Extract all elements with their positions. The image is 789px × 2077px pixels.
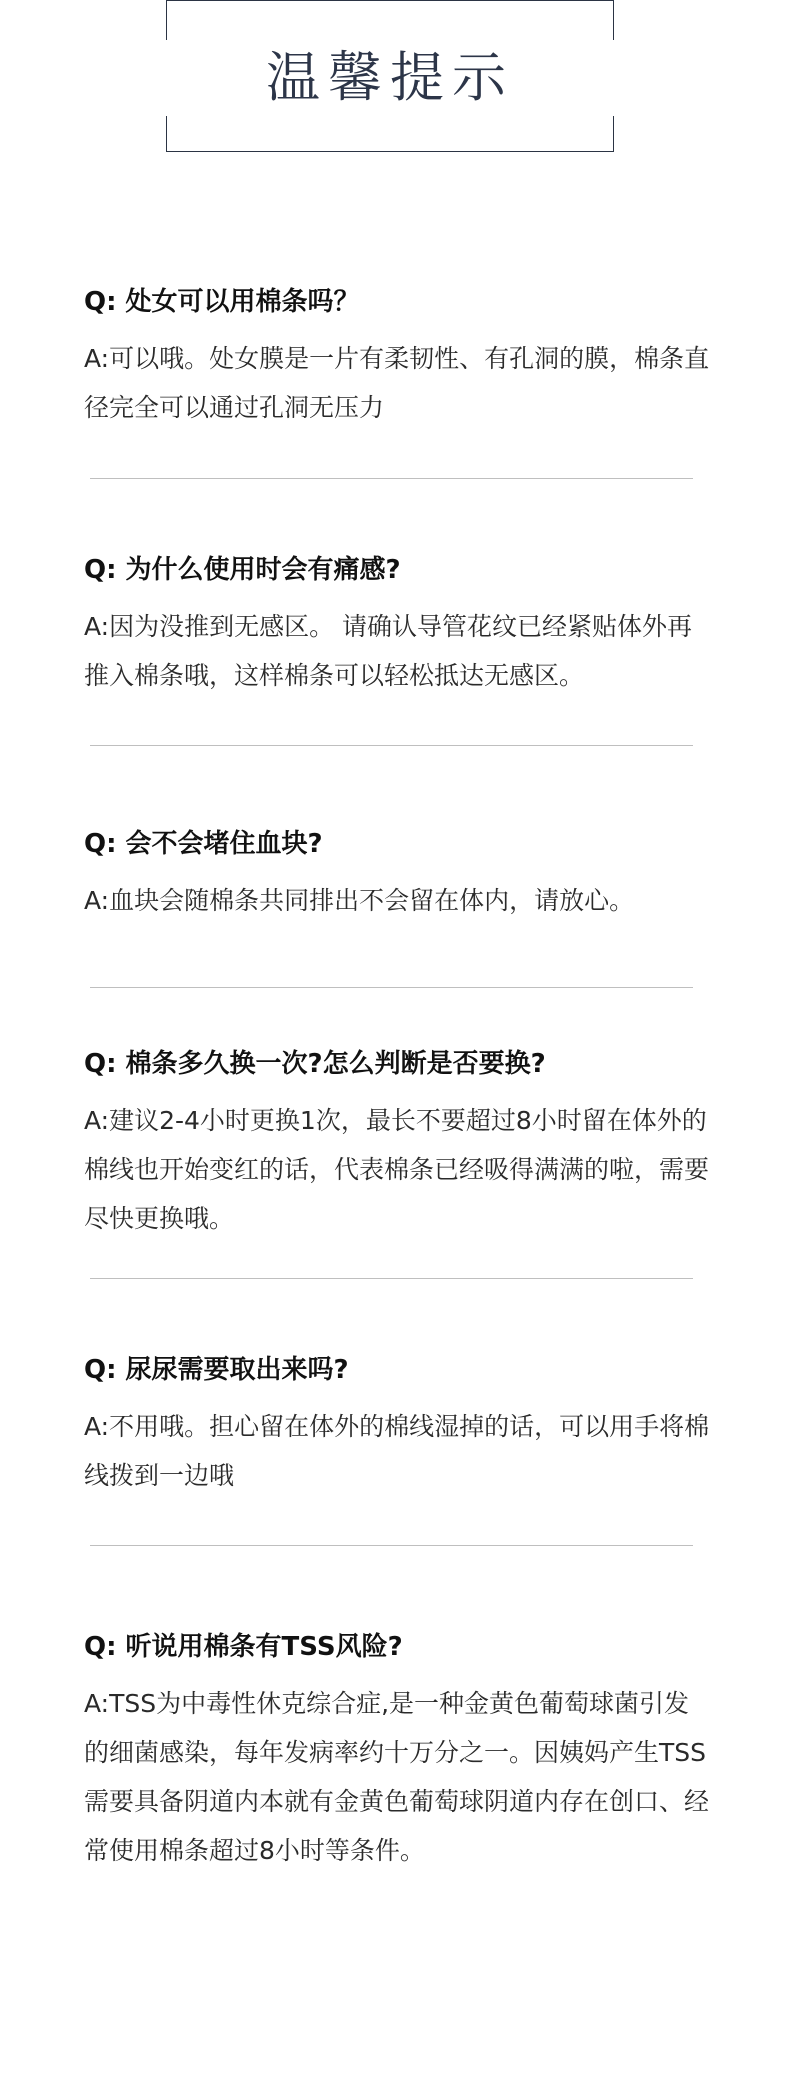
faq-question: Q: 听说用棉条有TSS风险? <box>84 1632 403 1662</box>
faq-answer: A:不用哦。担心留在体外的棉线湿掉的话，可以用手将棉线拨到一边哦 <box>84 1412 710 1490</box>
divider <box>90 1545 693 1546</box>
faq-answer: A:血块会随棉条共同排出不会留在体内，请放心。 <box>84 886 635 915</box>
faq-question: Q: 棉条多久换一次?怎么判断是否要换? <box>84 1049 546 1079</box>
faq-question: Q: 尿尿需要取出来吗? <box>84 1355 349 1385</box>
faq-answer: A:TSS为中毒性休克综合症,是一种金黄色葡萄球菌引发的细菌感染，每年发病率约十万分之一。因姨妈产生TSS需要具备阴道内本就有金黄色葡萄球阴道内存在创口、经常使用棉条超过8小时等条件。 <box>84 1689 710 1865</box>
divider <box>90 1278 693 1279</box>
faq-item <box>84 552 714 700</box>
faq-item <box>84 1629 714 1875</box>
page-title: 温馨提示 <box>266 46 514 109</box>
faq-item <box>84 1046 714 1243</box>
faq-item <box>84 826 714 925</box>
header-frame-top-line <box>166 0 614 1</box>
faq-item <box>84 1352 714 1500</box>
faq-question: Q: 处女可以用棉条吗？ <box>84 287 360 317</box>
divider <box>90 987 693 988</box>
faq-question: Q: 为什么使用时会有痛感? <box>84 555 401 585</box>
faq-item <box>84 284 714 432</box>
faq-question: Q: 会不会堵住血块? <box>84 829 323 859</box>
divider <box>90 478 693 479</box>
faq-answer: A:建议2-4小时更换1次，最长不要超过8小时留在体外的棉线也开始变红的话，代表棉条已经吸得满满的啦，需要尽快更换哦。 <box>84 1106 710 1233</box>
divider <box>90 745 693 746</box>
faq-answer: A:因为没推到无感区。 请确认导管花纹已经紧贴体外再推入棉条哦，这样棉条可以轻松抵达无感区。 <box>84 612 693 690</box>
faq-answer: A:可以哦。处女膜是一片有柔韧性、有孔洞的膜，棉条直径完全可以通过孔洞无压力 <box>84 344 710 422</box>
